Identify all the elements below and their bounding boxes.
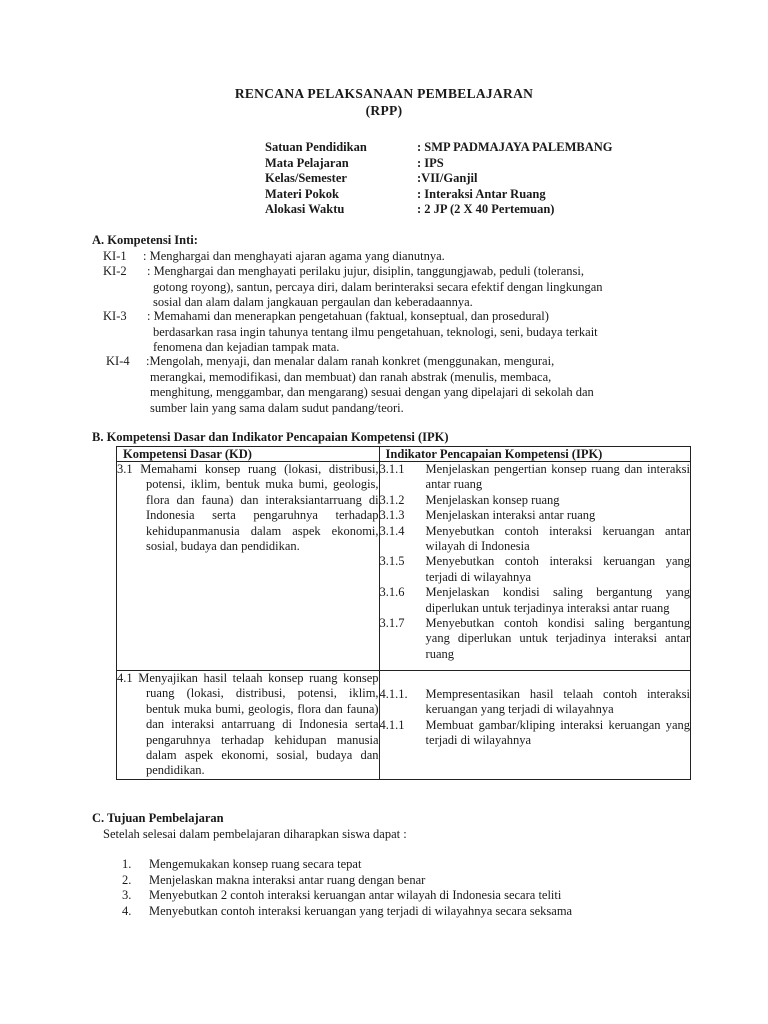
ki-line: sosial dan alam dalam jangkauan pergaulan dan keberadaannya. <box>153 295 473 310</box>
list-item <box>122 904 572 919</box>
kd-text: 3.1 Memahami konsep ruang (lokasi, distribusi, potensi, iklim, bentuk muka bumi, geologis, flora dan fauna) dan interaksiantarruang di Indonesia serta pengaruhnya terhadap kehidupanmanusia dalam aspek ekonomi, sosial, budaya dan pendidikan. <box>117 462 379 554</box>
goal-number: 4. <box>122 904 132 918</box>
identity-label: Materi Pokok <box>265 186 339 201</box>
list-item <box>122 873 425 888</box>
ipk-item <box>380 585 690 616</box>
ipk-cell <box>379 462 690 671</box>
identity-value: : IPS <box>417 155 444 170</box>
ki-line: fenomena dan kejadian tampak mata. <box>153 340 340 355</box>
goal-number: 3. <box>122 888 132 902</box>
ki-label: KI-2 <box>103 264 127 278</box>
kd-ipk-table <box>116 446 691 780</box>
identity-label: Kelas/Semester <box>265 171 347 186</box>
identity-label: Satuan Pendidikan <box>265 140 367 154</box>
kd-cell <box>117 462 380 671</box>
ki-line: : Menghargai dan menghayati ajaran agama yang dianutnya. <box>143 249 445 263</box>
ipk-number: 3.1.4 <box>379 523 405 538</box>
ki-line: gotong royong), santun, percaya diri, dalam berinteraksi secara efektif dengan lingkungan <box>153 279 603 294</box>
identity-row <box>265 156 613 172</box>
kd-text: 4.1 Menyajikan hasil telaah konsep ruang konsep ruang (lokasi, distribusi, potensi, iklim, bentuk muka bumi, geologis, flora dan fauna) dan interaksi antarruang di Indonesia serta pengaruhnya terhadap kehidupan manusia dalam aspek ekonomi, sosial, budaya dan pendidikan. <box>117 671 379 778</box>
goal-text: Menjelaskan makna interaksi antar ruang dengan benar <box>149 873 426 887</box>
ipk-number: 4.1.1. <box>379 687 408 701</box>
goal-number: 1. <box>122 857 132 871</box>
ipk-item <box>380 718 690 749</box>
section-c-intro: Setelah selesai dalam pembelajaran diharapkan siswa dapat : <box>103 827 407 841</box>
ipk-item <box>380 462 690 493</box>
ki-line: berdasarkan rasa ingin tahunya tentang ilmu pengetahuan, teknologi, seni, budaya terkait <box>153 324 598 339</box>
table-row <box>117 671 691 780</box>
ipk-item <box>380 554 690 585</box>
list-item <box>122 888 561 903</box>
table-row <box>117 462 691 671</box>
ipk-item <box>380 524 690 555</box>
section-c-heading: C. Tujuan Pembelajaran <box>92 811 224 825</box>
ipk-number: 3.1.5 <box>379 554 405 569</box>
list-item <box>122 857 361 872</box>
identity-value: :VII/Ganjil <box>417 171 478 186</box>
ki-line: merangkai, memodifikasi, dan membuat) dan ranah abstrak (menulis, membaca, <box>150 369 552 384</box>
identity-row <box>265 202 613 218</box>
identity-value: : SMP PADMAJAYA PALEMBANG <box>417 140 613 154</box>
identity-label: Alokasi Waktu <box>265 202 345 217</box>
goal-text: Mengemukakan konsep ruang secara tepat <box>149 857 362 871</box>
identity-value: : 2 JP (2 X 40 Pertemuan) <box>417 202 555 217</box>
section-b-heading: B. Kompetensi Dasar dan Indikator Pencapaian Kompetensi (IPK) <box>92 430 449 444</box>
ipk-number: 3.1.6 <box>379 585 405 600</box>
ipk-text: Menyebutkan contoh interaksi keruangan yang terjadi di wilayahnya <box>425 554 690 584</box>
ki-label: KI-4 <box>106 354 130 368</box>
ipk-text: Menyebutkan contoh kondisi saling bergantung yang diperlukan untuk terjadinya interaksi antar ruang <box>425 616 690 661</box>
identity-row <box>265 140 613 156</box>
goal-text: Menyebutkan 2 contoh interaksi keruangan antar wilayah di Indonesia secara teliti <box>149 888 562 902</box>
ipk-item <box>380 493 690 508</box>
ipk-cell <box>379 671 690 780</box>
ki-line: :Mengolah, menyaji, dan menalar dalam ranah konkret (menggunakan, mengurai, <box>146 354 555 368</box>
identity-row <box>265 187 613 203</box>
ipk-item <box>380 687 690 718</box>
ipk-item <box>380 616 690 662</box>
ipk-text: Menjelaskan konsep ruang <box>425 492 560 507</box>
ki-line: : Memahami dan menerapkan pengetahuan (faktual, konseptual, dan prosedural) <box>147 309 549 323</box>
ki-label: KI-3 <box>103 309 127 323</box>
column-header-kd: Kompetensi Dasar (KD) <box>117 447 380 462</box>
identity-row <box>265 171 613 187</box>
ki-line: menghitung, menggambar, dan mengarang) sesuai dengan yang dipelajari di sekolah dan <box>150 385 594 400</box>
ipk-item <box>380 508 690 523</box>
ki-text <box>146 354 594 417</box>
ipk-number: 3.1.1 <box>379 462 405 476</box>
ipk-number: 3.1.7 <box>379 616 405 631</box>
ki-line: sumber lain yang sama dalam sudut pandang/teori. <box>150 401 404 416</box>
identity-label: Mata Pelajaran <box>265 155 349 170</box>
ipk-text: Menjelaskan interaksi antar ruang <box>425 508 596 523</box>
column-header-ipk: Indikator Pencapaian Kompetensi (IPK) <box>379 447 690 462</box>
ipk-text: Mempresentasikan hasil telaah contoh interaksi keruangan yang terjadi di wilayahnya <box>425 687 690 717</box>
table-header-row <box>117 447 691 462</box>
ipk-text: Menjelaskan pengertian konsep ruang dan interaksi antar ruang <box>425 462 690 492</box>
ki-label: KI-1 <box>103 249 127 263</box>
ki-line: : Menghargai dan menghayati perilaku jujur, disiplin, tanggungjawab, peduli (toleransi, <box>147 264 585 278</box>
document-subtitle: (RPP) <box>365 103 403 118</box>
ipk-number: 3.1.3 <box>379 508 405 523</box>
identity-value: : Interaksi Antar Ruang <box>417 186 546 201</box>
ki-text <box>147 309 598 356</box>
ki-text <box>143 249 445 265</box>
ipk-text: Menyebutkan contoh interaksi keruangan antar wilayah di Indonesia <box>425 523 690 554</box>
goal-number: 2. <box>122 873 132 887</box>
kd-cell <box>117 671 380 780</box>
ki-text <box>147 264 603 311</box>
goal-text: Menyebutkan contoh interaksi keruangan yang terjadi di wilayahnya secara seksama <box>149 904 573 918</box>
ipk-number: 3.1.2 <box>379 492 405 507</box>
section-a-heading: A. Kompetensi Inti: <box>92 233 198 247</box>
document-title: RENCANA PELAKSANAAN PEMBELAJARAN <box>234 86 534 101</box>
ipk-number: 4.1.1 <box>379 717 405 732</box>
ipk-text: Membuat gambar/kliping interaksi keruangan yang terjadi di wilayahnya <box>425 717 690 748</box>
ipk-text: Menjelaskan kondisi saling bergantung yang diperlukan untuk terjadinya interaksi antar ruang <box>425 585 690 615</box>
identity-block <box>265 140 613 218</box>
